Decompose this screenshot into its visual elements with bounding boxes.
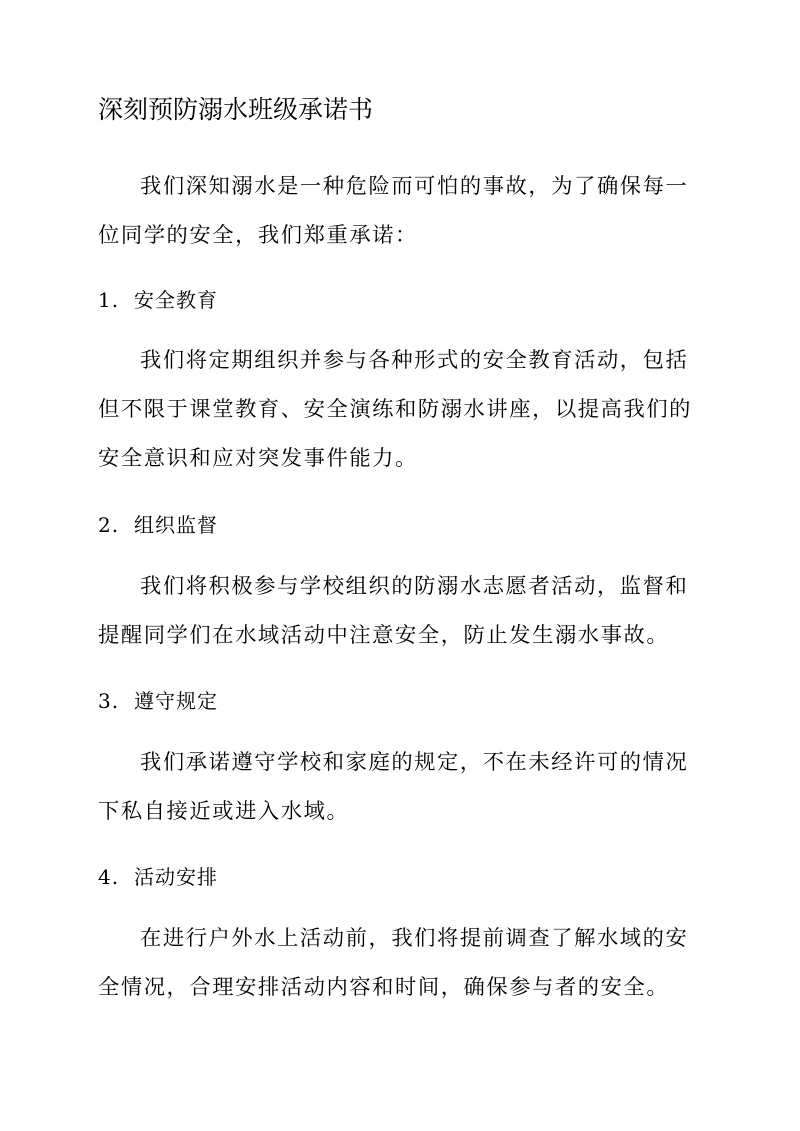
section-heading-text: 组织监督	[134, 513, 218, 537]
section-body-supervision: 我们将积极参与学校组织的防溺水志愿者活动，监督和提醒同学们在水域活动中注意安全，防止发生溺水事故。	[98, 574, 689, 648]
section-heading-rules	[98, 681, 218, 721]
section-heading-text: 遵守规定	[134, 689, 218, 713]
section-heading-supervision	[98, 505, 218, 545]
section-body-rules: 我们承诺遵守学校和家庭的规定，不在未经许可的情况下私自接近或进入水域。	[98, 750, 689, 824]
section-number: 2.	[98, 513, 120, 537]
section-number: 4.	[98, 865, 120, 889]
section-number: 1.	[98, 288, 120, 312]
section-heading-safety-education	[98, 280, 218, 320]
section-heading-text: 活动安排	[134, 865, 218, 889]
section-heading-text: 安全教育	[134, 288, 218, 312]
intro-paragraph: 我们深知溺水是一种危险而可怕的事故，为了确保每一位同学的安全，我们郑重承诺：	[98, 174, 689, 248]
section-body-activities: 在进行户外水上活动前，我们将提前调查了解水域的安全情况，合理安排活动内容和时间，确保参与者的安全。	[98, 926, 689, 1000]
section-number: 3.	[98, 689, 120, 713]
section-heading-activities	[98, 857, 218, 897]
document-title: 深刻预防溺水班级承诺书	[98, 95, 374, 124]
section-body-safety-education: 我们将定期组织并参与各种形式的安全教育活动，包括但不限于课堂教育、安全演练和防溺水讲座，以提高我们的安全意识和应对突发事件能力。	[98, 348, 693, 471]
